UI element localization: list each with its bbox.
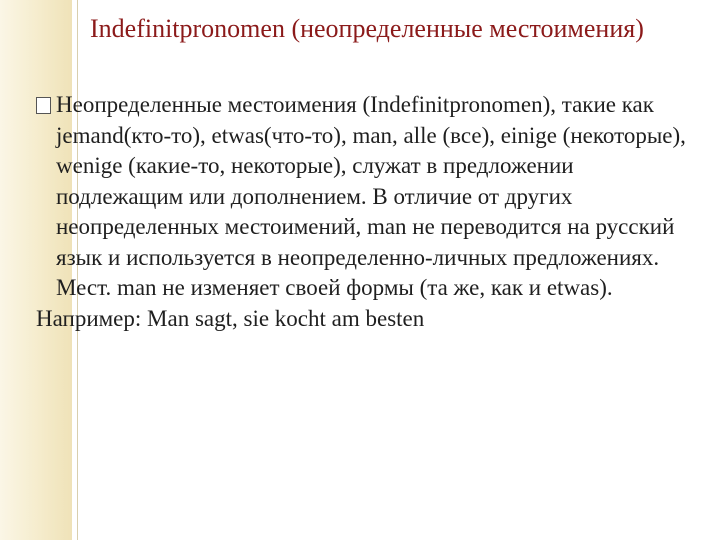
bullet-paragraph <box>36 90 706 304</box>
paragraph-text: Неопределенные местоимения (Indefinitpronomen), такие как jemand(кто-то), etwas(что-то), man, alle (все), einige (некоторые), wenige (какие-то, некоторые), служат в предложении подлежащим или дополнением. В отличие от других неопределенных местоимений, man не переводится на русский язык и используется в неопределенно-личных предложениях. Мест. man не изменяет своей формы (та же, как и etwas). <box>56 92 686 300</box>
example-line: Например: Man sagt, sie kocht am besten <box>36 305 425 331</box>
square-bullet-icon <box>36 97 51 114</box>
slide-body <box>36 90 706 334</box>
slide-title: Indefinitpronomen (неопределенные местоимения) <box>90 14 644 43</box>
